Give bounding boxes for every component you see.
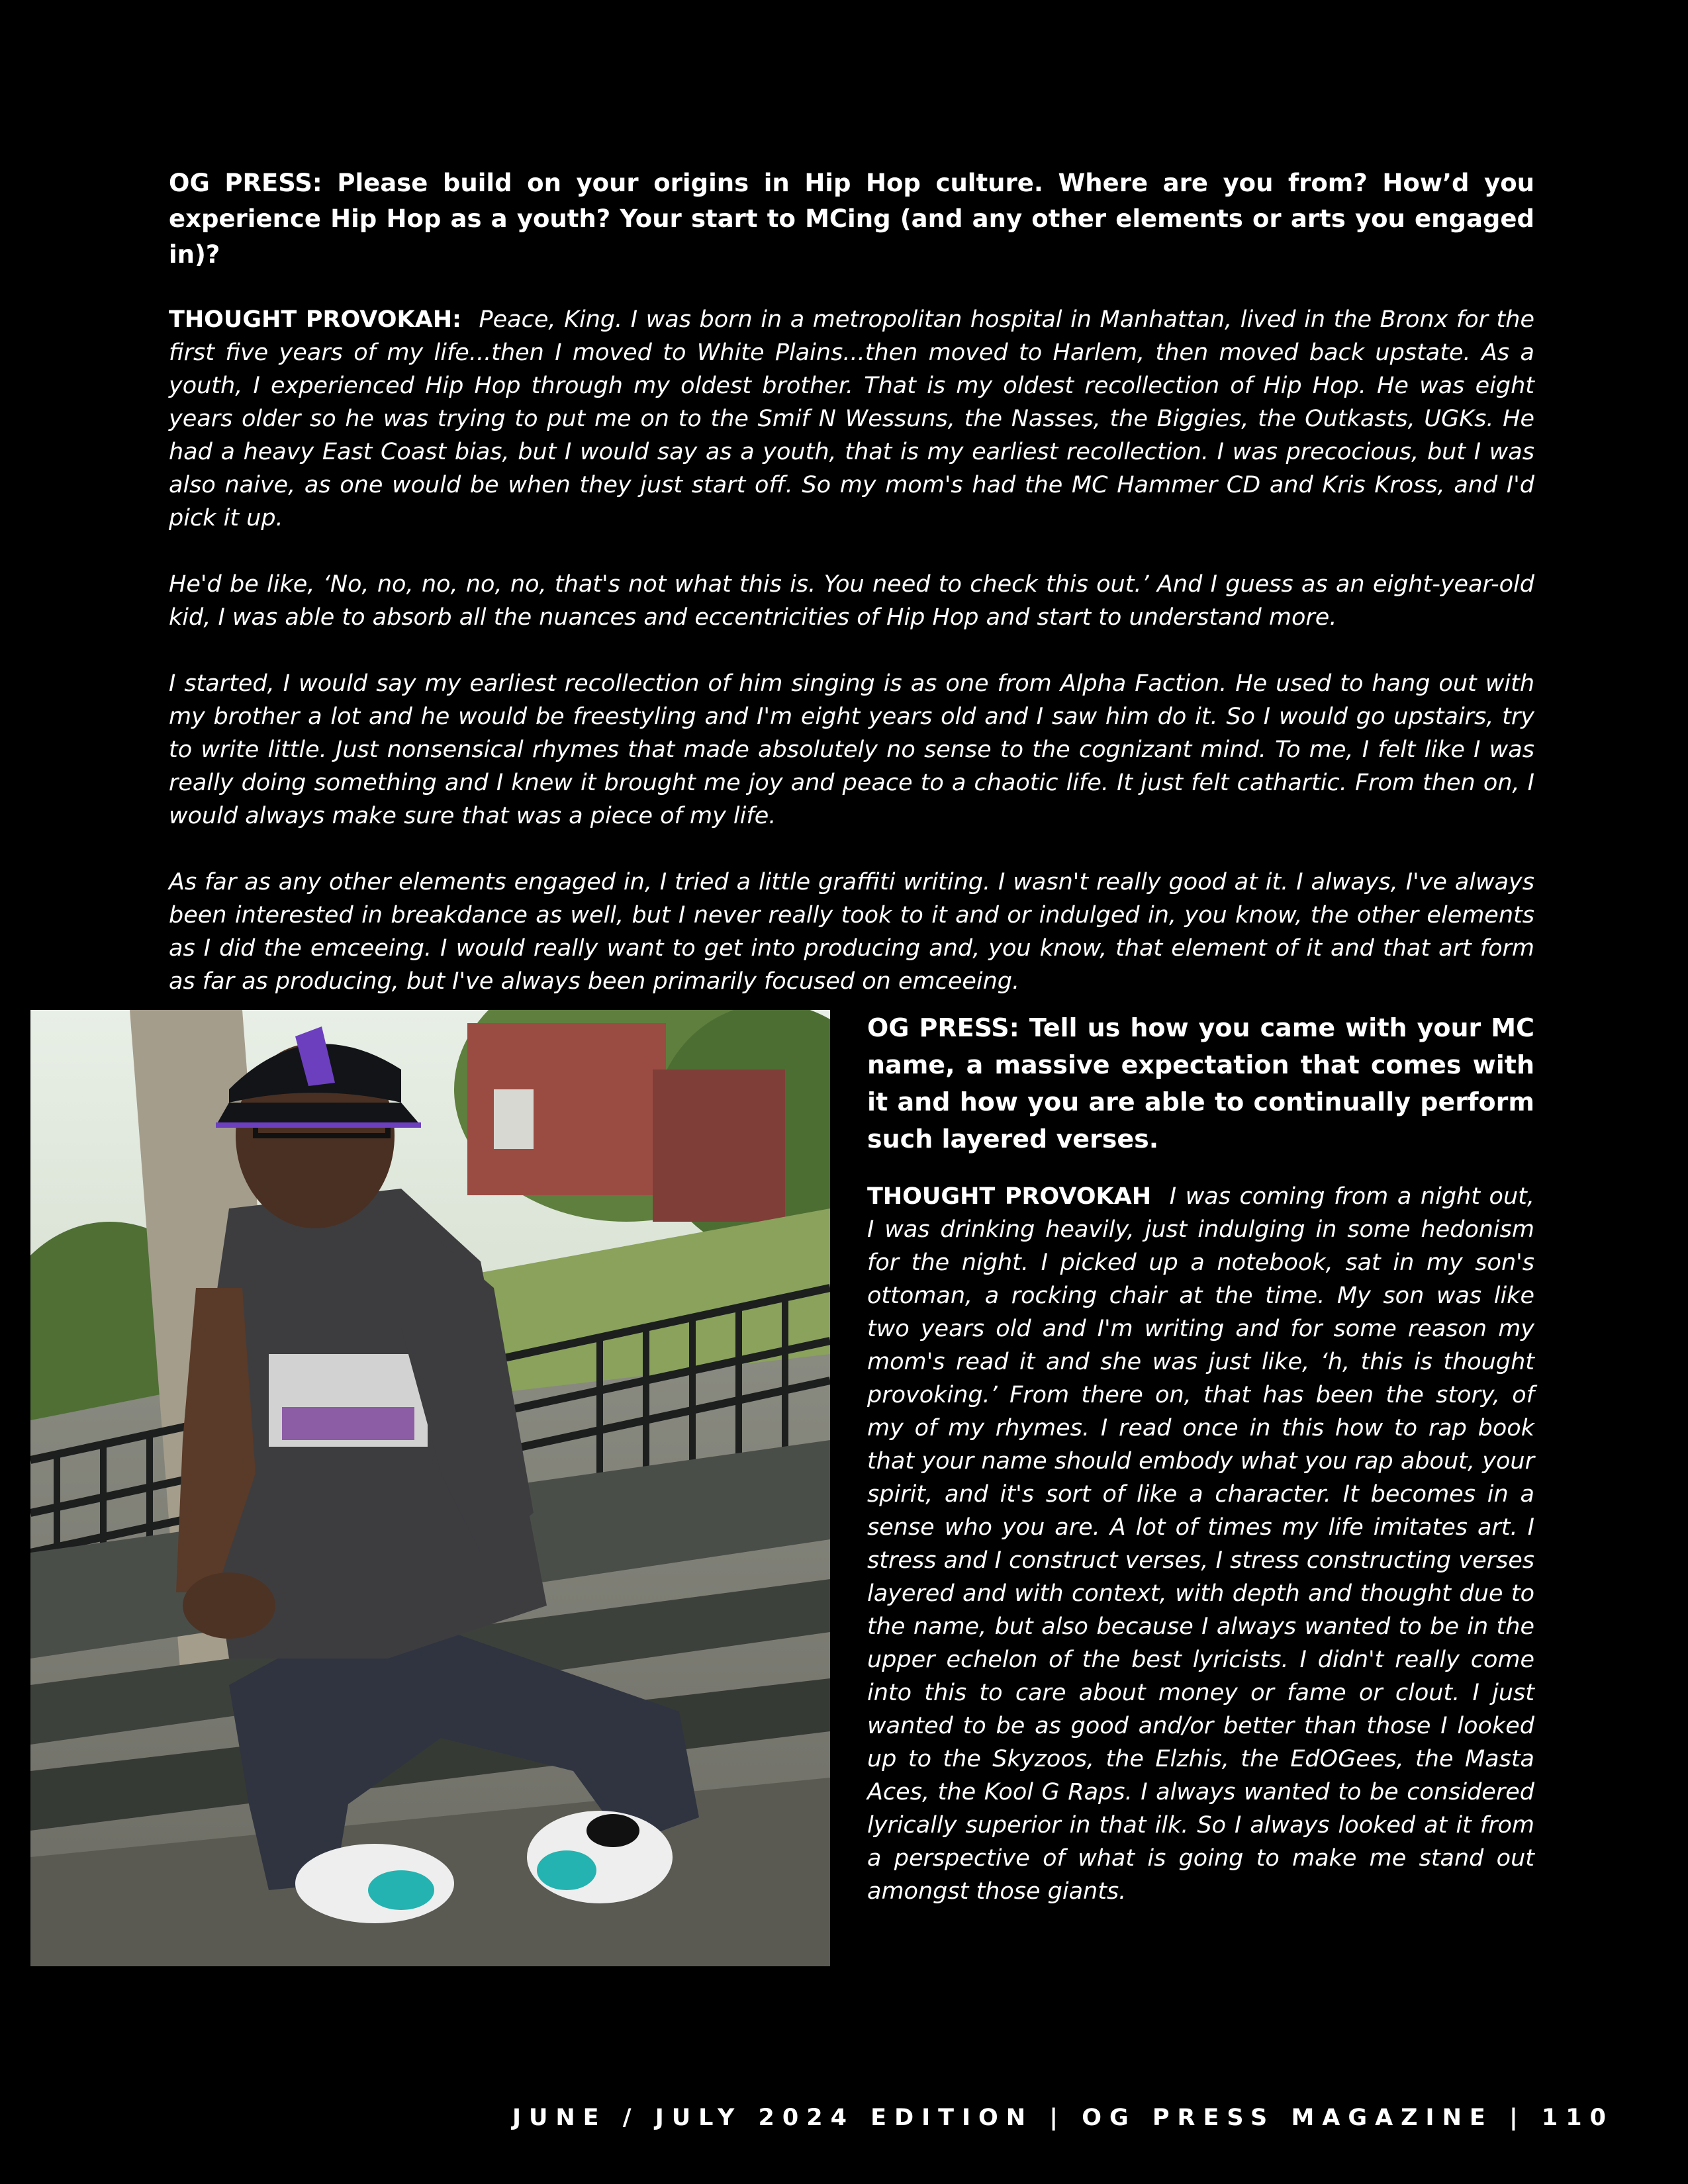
answer-text: Peace, King. I was born in a metropolitan hospital in Manhattan, lived in the Bronx for the first five years of my life...then I moved to White Plains...then moved to Harlem, then moved back upstate. As a youth, I experienced Hip Hop through my oldest brother. That is my oldest recollection of Hip Hop. He was eight years older so he was trying to put me on to the Smif N Wessuns, the Nasses, the Biggies, the Outkasts, UGKs. He had a heavy East Coast bias, but I would say as a youth, that is my earliest recollection. I was precocious, but I was also naive, as one would be when they just start off. So my mom's had the MC Hammer CD and Kris Kross, and I'd pick it up. [169, 306, 1534, 531]
speaker-label: THOUGHT PROVOKAH: [169, 306, 461, 333]
answer-paragraph [169, 303, 1534, 535]
speaker-label: THOUGHT PROVOKAH [867, 1183, 1152, 1210]
artist-photo-illustration [30, 1010, 830, 1966]
answer-paragraph [867, 1180, 1534, 1908]
artist-photo [30, 1010, 830, 1966]
answer-paragraph: As far as any other elements engaged in, I tried a little graffiti writing. I wasn't really good at it. I always, I've always been interested in breakdance as well, but I never really took to it and or indulged in, you know, the other elements as I did the emceeing. I would really want to get into producing and, you know, that element of it and that art form as far as producing, but I've always been primarily focused on emceeing. [169, 869, 1534, 995]
question-origins: OG PRESS: Please build on your origins in Hip Hop culture. Where are you from? How’d you experience Hip Hop as a youth? Your start to MCing (and any other elements or arts you engaged in)? [169, 169, 1534, 269]
answer-text: I was coming from a night out, I was drinking heavily, just indulging in some hedonism for the night. I picked up a notebook, sat in my son's ottoman, a rocking chair at the time. My son was like two years old and I'm writing and for some reason my mom's read it and she was just like, ‘h, this is thought provoking.’ From there on, that has been the story, of my of my rhymes. I read once in this how to rap book that your name should embody what you rap about, your spirit, and it's sort of like a character. It becomes in a sense who you are. A lot of times my life imitates art. I stress and I construct verses, I stress constructing verses layered and with context, with depth and thought due to the name, but also because I always wanted to be in the upper echelon of the best lyricists. I didn't really come into this to care about money or fame or clout. I just wanted to be as good and/or better than those I looked up to the Skyzoos, the Elzhis, the EdOGees, the Masta Aces, the Kool G Raps. I always wanted to be considered lyrically superior in that ilk. So I always looked at it from a perspective of what is going to make me stand out amongst those giants. [867, 1183, 1535, 1905]
question-mc-name: OG PRESS: Tell us how you came with your MC name, a massive expectation that comes with it and how you are able to continually perform such layered verses. [867, 1013, 1534, 1154]
answer-paragraph: He'd be like, ‘No, no, no, no, no, that's not what this is. You need to check this out.’ And I guess as an eight-year-old kid, I was able to absorb all the nuances and eccentricities of Hip Hop and start to understand more. [169, 571, 1534, 631]
answer-paragraph: I started, I would say my earliest recollection of him singing is as one from Alpha Faction. He used to hang out with my brother a lot and he would be freestyling and I'm eight years old and I saw him do it. So I would go upstairs, try to write little. Just nonsensical rhymes that made absolutely no sense to the cognizant mind. To me, I felt like I was really doing something and I knew it brought me joy and peace to a chaotic life. It just felt cathartic. From then on, I would always make sure that was a piece of my life. [169, 670, 1534, 829]
interview-section-top [169, 165, 1534, 1031]
page-footer: JUNE / JULY 2024 EDITION | OG PRESS MAGAZINE | 110 [512, 2105, 1614, 2131]
interview-section-right [867, 1009, 1534, 1908]
